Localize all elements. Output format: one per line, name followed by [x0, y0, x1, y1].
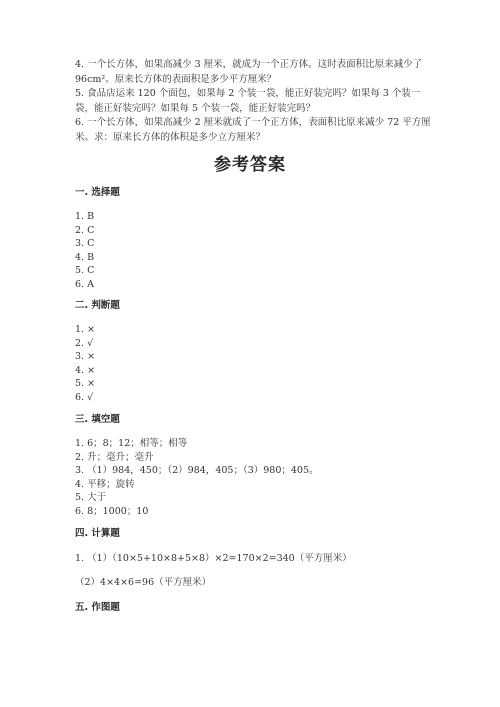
word-problems — [75, 58, 435, 145]
section-heading: 五. 作图题 — [75, 602, 120, 613]
answer-item: 3. （1）984，450；（2）984，405；（3）980；405。 — [75, 465, 319, 476]
problem-6: 6. 一个长方体，如果高减少 2 厘米就成了一个正方体，表面积比原来减少 72 平方厘米。求：原来长方体的体积是多少立方厘米？ — [75, 117, 431, 143]
answer-item: 4. B — [75, 251, 95, 263]
section-draw — [75, 599, 435, 613]
answer-item: 3. × — [75, 351, 96, 362]
section-choice — [75, 184, 435, 291]
answer-item: 1. × — [75, 324, 96, 335]
answer-item: 3. C — [75, 238, 95, 249]
problem-5: 5. 食品店运来 120 个面包，如果每 2 个装一袋，能正好装完吗？如果每 3 个装一袋，能正好装完吗？如果每 5 个装一袋，能正好装完吗？ — [75, 88, 421, 114]
answer-item: （2）4×4×6=96（平方厘米） — [75, 577, 212, 588]
section-heading: 一. 选择题 — [75, 187, 120, 198]
section-calc — [75, 525, 435, 590]
answer-item: 4. × — [75, 364, 96, 376]
answer-item: 2. √ — [75, 337, 94, 349]
answer-item: 2. 升；毫升；毫升 — [75, 451, 154, 463]
problem-4: 4. 一个长方体，如果高减少 3 厘米，就成为一个正方体。这时表面积比原来减少了 96cm²。原来长方体的表面积是多少平方厘米？ — [75, 59, 423, 85]
section-heading: 四. 计算题 — [75, 528, 120, 539]
section-judge — [75, 297, 435, 404]
answer-item: 5. 大于 — [75, 492, 107, 503]
answer-item: 6. A — [75, 278, 94, 290]
answer-item: 4. 平移；旋转 — [75, 478, 135, 490]
page-title: 参考答案 — [214, 155, 286, 175]
answer-item: 6. 8；1000；10 — [75, 505, 149, 517]
answer-item: 1. 6；8；12；相等；相等 — [75, 438, 188, 449]
answer-item: 2. C — [75, 224, 95, 236]
answer-item: 1. （1）（10×5+10×8+5×8）×2=170×2=340（平方厘米） — [75, 553, 352, 564]
section-heading: 三. 填空题 — [75, 414, 120, 425]
section-fill — [75, 411, 435, 518]
answer-item: 1. B — [75, 211, 95, 222]
answer-item: 6. √ — [75, 391, 94, 403]
answer-item: 5. C — [75, 265, 95, 276]
section-heading: 二. 判断题 — [75, 300, 120, 311]
answer-item: 5. × — [75, 378, 96, 389]
